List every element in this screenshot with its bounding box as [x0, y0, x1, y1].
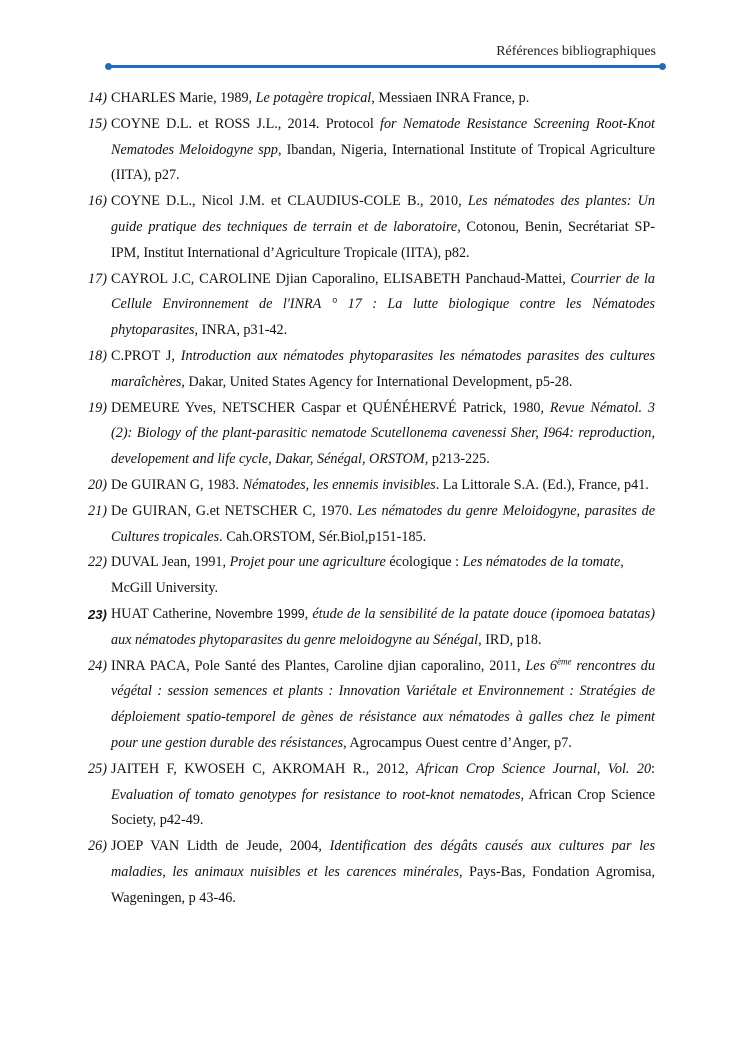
reference-text-part: , Agrocampus Ouest centre d’Anger, p7. [343, 734, 572, 751]
reference-number: 23) [88, 606, 107, 622]
header-rule-right-dot [659, 63, 666, 70]
reference-text-part: , p213-225. [424, 451, 490, 468]
reference-text-part: CAYROL J.C, CAROLINE Djian Caporalino, ELISABETH Panchaud-Mattei, [111, 270, 571, 287]
reference-text-part: : [651, 760, 655, 777]
reference-text-part: INRA PACA, Pole Santé des Plantes, Caroline djian caporalino, 2011, [111, 657, 526, 674]
reference-text-part: Novembre 1999 [215, 606, 305, 621]
reference-text-part: Pays-Bas, Fondation Agromisa, Wageningen, p 43-46. [111, 863, 655, 906]
reference-number: 26) [88, 838, 107, 855]
reference-text [111, 473, 655, 499]
reference-item [88, 834, 655, 911]
reference-text-part: Evaluation of tomato genotypes for resistance to root-knot nematodes [111, 786, 521, 803]
reference-text-part: , [304, 605, 313, 622]
reference-text-part: African Crop Science Journal, Vol. 20 [415, 760, 652, 777]
reference-text [111, 602, 655, 654]
reference-text-part: Les 6 [525, 657, 558, 674]
reference-text-part: , Cotonou, Benin, Secrétariat SP-IPM, Institut International d’Agriculture Tropicale (IITA), p82. [111, 218, 656, 261]
reference-text-part: , McGill University. [111, 554, 624, 597]
reference-item [88, 757, 655, 834]
reference-text-part: , Revue Nématol. 3 (2): Biology of the plant-parasitic nematode Scutellonema cavenessi Sher, I964: reproduction, developement and life cycle, Dakar, Sénégal, ORSTOM [111, 399, 655, 468]
reference-text-part: De GUIRAN, G.et NETSCHER C, 1970. [111, 502, 358, 519]
reference-text-part: COYNE D.L., Nicol J.M. et CLAUDIUS-COLE B., 2010, [111, 193, 468, 210]
reference-text-part: DEMEURE Yves, NETSCHER Caspar et QUÉNÉHERVÉ Patrick, 1980 [111, 399, 541, 416]
reference-item [88, 654, 655, 757]
reference-text-part: Identification des dégâts causés aux cultures par les maladies, les animaux nuisibles et les carences minérales, [111, 838, 655, 880]
reference-text-part: , African Crop Science Society, p42-49. [111, 786, 655, 829]
reference-text-part: , Dakar, United States Agency for International Development, p5-28. [181, 373, 573, 390]
reference-text-part: Courrier de la Cellule Environnement de l'INRA ° 17 : La lutte biologique contre les Nématodes phytoparasites [111, 270, 655, 339]
reference-text-part: étude de la sensibilité de la patate douce (ipomoea batatas) aux nématodes phytoparasites du genre meloidogyne au Sénégal, [111, 605, 655, 648]
reference-text-part: JOEP VAN Lidth de Jeude, 2004, [111, 838, 330, 855]
reference-text-part: ème [557, 655, 572, 666]
reference-number: 24) [88, 657, 107, 674]
reference-item [88, 267, 655, 344]
reference-item [88, 189, 655, 266]
reference-number: 18) [88, 347, 107, 364]
reference-text-part: DUVAL Jean, 1991, [111, 554, 230, 571]
reference-number: 17) [88, 270, 107, 287]
reference-item [88, 344, 655, 396]
reference-text [111, 344, 655, 396]
reference-text [111, 550, 655, 602]
reference-number: 14) [88, 90, 107, 106]
reference-text-part: Nématodes, les ennemis invisibles [242, 476, 436, 493]
reference-text-part: , Introduction aux nématodes phytoparasites les nématodes parasites des cultures maraîchères [111, 347, 656, 390]
reference-text-part: . La Littorale S.A. (Ed.), France, p41. [435, 476, 649, 493]
reference-text [111, 499, 655, 551]
reference-text-part: De GUIRAN G, 1983. [111, 476, 243, 493]
reference-number: 19) [88, 399, 107, 416]
reference-item [88, 602, 655, 654]
reference-text-part: HUAT Catherine, [111, 605, 216, 622]
reference-text [111, 396, 655, 473]
reference-text-part: CHARLES Marie, 1989, [111, 90, 256, 106]
reference-text [111, 757, 655, 834]
reference-text-part: rencontres du végétal : session semences et plants : Innovation Variétale et Environnement : Stratégies de déploiement spatio-temporel de gènes de résistance aux nématodes à galles chez le piment pour une gestion durable des résistances [111, 657, 655, 751]
reference-list [88, 86, 655, 912]
reference-number: 22) [88, 554, 107, 571]
reference-text-part: for Nematode Resistance Screening Root-Knot Nematodes Meloidogyne spp [111, 115, 655, 158]
reference-text [111, 189, 655, 266]
reference-text [111, 112, 655, 189]
reference-text-part: JAITEH F, KWOSEH C, AKROMAH R., 2012, [111, 760, 416, 777]
header-rule [108, 65, 664, 68]
page-header-title: Références bibliographiques [496, 44, 656, 59]
reference-text-part: COYNE D.L. et ROSS J.L., 2014. Protocol [111, 115, 381, 132]
reference-number: 15) [88, 115, 107, 132]
reference-text-part: Les nématodes des plantes: Un guide pratique des techniques de terrain et de laboratoire [111, 193, 655, 235]
reference-text-part: Projet pour une agriculture [229, 554, 386, 571]
reference-number: 21) [88, 502, 107, 519]
reference-item [88, 499, 655, 551]
reference-text-part: . Cah.ORSTOM, Sér.Biol,p151-185. [219, 528, 427, 545]
reference-text-part: C.PROT J [111, 347, 172, 364]
reference-number: 20) [88, 476, 107, 493]
reference-text-part: , INRA, p31-42. [194, 322, 288, 339]
reference-text-part: Les nématodes de la tomate [462, 554, 621, 571]
reference-text-part: Le potagère tropical [255, 90, 372, 106]
reference-text [111, 86, 655, 112]
reference-text-part: IRD, p18. [481, 631, 542, 648]
reference-number: 25) [88, 760, 107, 777]
reference-item [88, 473, 655, 499]
reference-text [111, 267, 655, 344]
reference-item [88, 112, 655, 189]
reference-text [111, 654, 655, 757]
reference-text-part: écologique : [385, 554, 463, 571]
reference-text-part: , Messiaen INRA France, p. [371, 90, 530, 106]
reference-item [88, 396, 655, 473]
reference-item [88, 550, 655, 602]
reference-item [88, 86, 655, 112]
reference-text-part: Les nématodes du genre Meloidogyne, parasites de Cultures tropicales [111, 502, 655, 545]
reference-text-part: , Ibandan, Nigeria, International Institute of Tropical Agriculture (IITA), p27. [111, 141, 655, 184]
reference-text [111, 834, 655, 911]
reference-number: 16) [88, 193, 107, 210]
